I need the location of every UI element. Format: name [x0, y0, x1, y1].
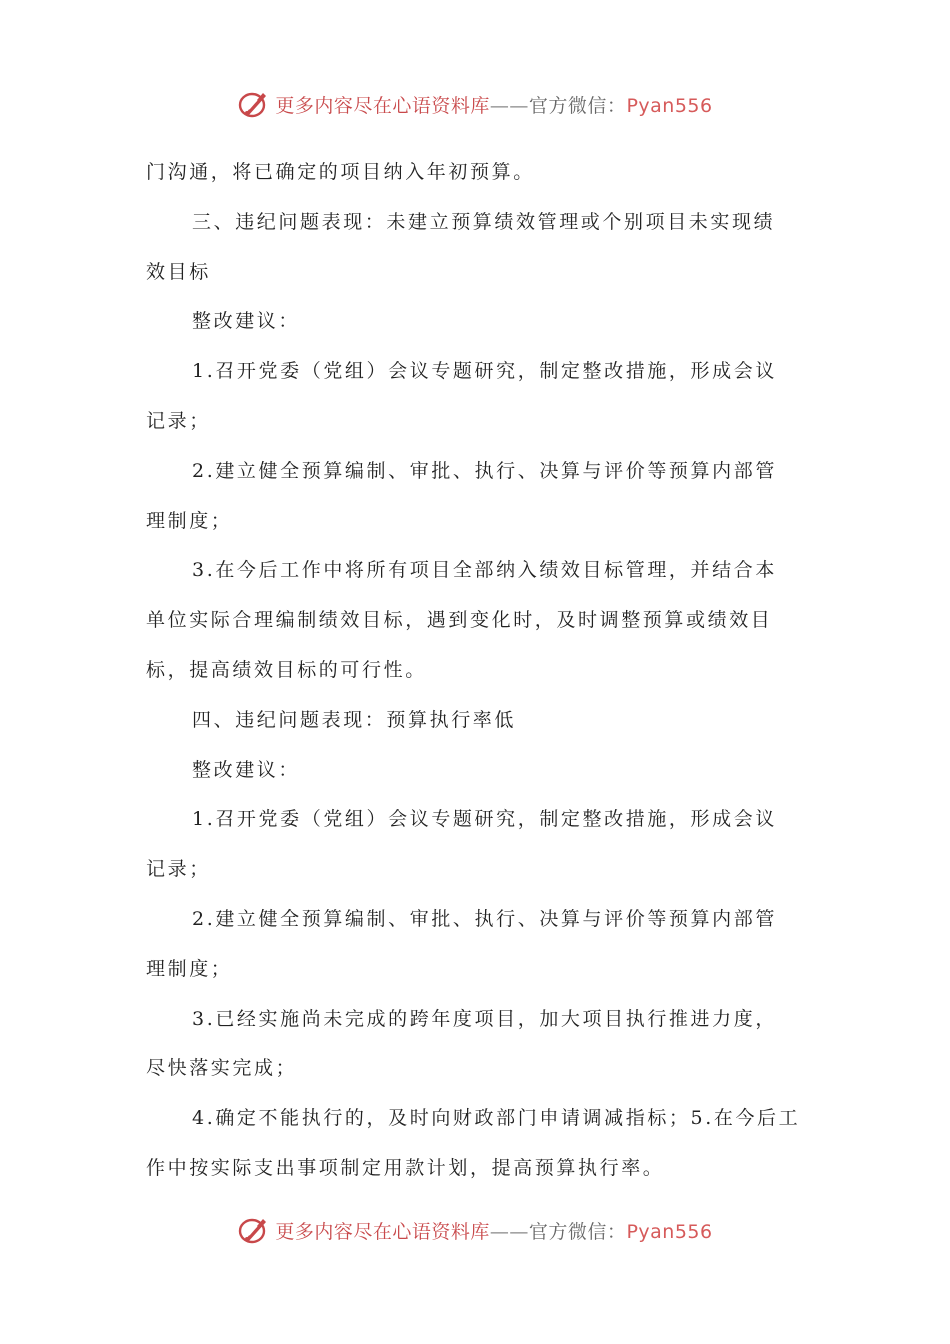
body-line: 理制度； [146, 957, 233, 980]
footer-label: 官方微信： [528, 1220, 627, 1243]
body-line: 单位实际合理编制绩效目标，遇到变化时，及时调整预算或绩效目 [146, 609, 773, 632]
suggestion-heading: 整改建议： [192, 310, 301, 333]
body-line: 作中按实际支出事项制定用款计划，提高预算执行率。 [146, 1156, 665, 1179]
document-body [146, 148, 808, 1194]
body-line: 1.召开党委（党组）会议专题研究，制定整改措施，形成会议 [192, 808, 777, 831]
body-line: 门沟通，将已确定的项目纳入年初预算。 [146, 161, 535, 183]
header-banner [0, 84, 950, 124]
footer-brand: 更多内容尽在心语资料库 [275, 1220, 490, 1243]
footer-wechat-id: Pyan556 [626, 1220, 713, 1243]
body-line: 1.召开党委（党组）会议专题研究，制定整改措施，形成会议 [192, 360, 777, 383]
header-wechat-id: Pyan556 [626, 94, 713, 117]
header-brand: 更多内容尽在心语资料库 [275, 94, 490, 117]
body-line: 记录； [146, 858, 211, 881]
footer-banner [0, 1210, 950, 1250]
section-heading-4: 四、违纪问题表现：预算执行率低 [192, 708, 517, 731]
footer-text [275, 1217, 712, 1244]
body-line: 尽快落实完成； [146, 1057, 298, 1080]
body-line: 标，提高绩效目标的可行性。 [146, 658, 427, 681]
body-line: 3.在今后工作中将所有项目全部纳入绩效目标管理，并结合本 [192, 559, 777, 582]
body-line: 记录； [146, 409, 211, 432]
footer-dash: —— [489, 1220, 529, 1243]
section-heading-3: 三、违纪问题表现：未建立预算绩效管理或个别项目未实现绩 [192, 210, 776, 233]
pen-logo-icon [237, 87, 271, 121]
pen-logo-icon [237, 1213, 271, 1247]
body-line: 2.建立健全预算编制、审批、执行、决算与评价等预算内部管 [192, 907, 777, 930]
body-line: 3.已经实施尚未完成的跨年度项目，加大项目执行推进力度， [192, 1007, 777, 1030]
header-label: 官方微信： [528, 94, 627, 117]
body-line: 4.确定不能执行的，及时向财政部门申请调减指标；5.在今后工 [192, 1107, 801, 1130]
body-line: 理制度； [146, 509, 233, 532]
header-text [275, 91, 712, 118]
body-line: 效目标 [146, 260, 211, 283]
header-dash: —— [489, 94, 529, 117]
body-line: 2.建立健全预算编制、审批、执行、决算与评价等预算内部管 [192, 459, 777, 482]
suggestion-heading: 整改建议： [192, 758, 301, 781]
